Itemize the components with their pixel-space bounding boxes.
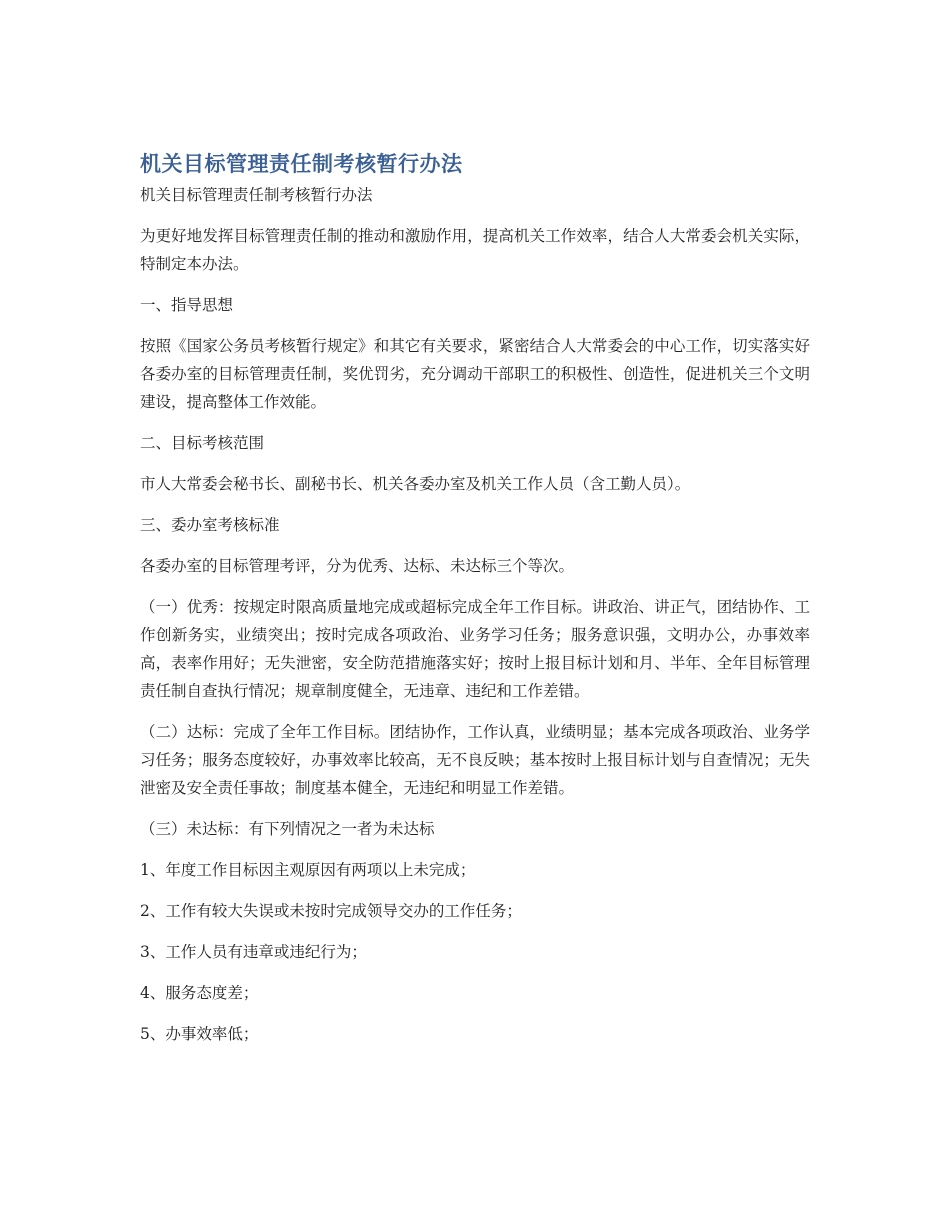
list-item: 1、年度工作目标因主观原因有两项以上未完成； [140, 861, 476, 879]
standards-paragraph: 各委办室的目标管理考评，分为优秀、达标、未达标三个等次。 [140, 557, 575, 575]
document-title: 机关目标管理责任制考核暂行办法 [140, 152, 463, 176]
list-item: 5、办事效率低； [140, 1025, 259, 1043]
list-item: 2、工作有较大失误或未按时完成领导交办的工作任务； [140, 902, 522, 920]
unqualified-heading: （三）未达标：有下列情况之一者为未达标 [140, 820, 435, 838]
qualified-criteria-paragraph: （二）达标：完成了全年工作目标。团结协作，工作认真，业绩明显；基本完成各项政治、业务学习任务；服务态度较好，办事效率比较高，无不良反映；基本按时上报目标计划与自查情况；无失泄密及安全责任事故；制度基本健全，无违纪和明显工作差错。 [140, 723, 810, 797]
section-heading-standards: 三、委办室考核标准 [140, 516, 280, 534]
list-item: 4、服务态度差； [140, 984, 259, 1002]
list-item: 3、工作人员有违章或违纪行为； [140, 943, 367, 961]
document-subtitle: 机关目标管理责任制考核暂行办法 [140, 186, 373, 204]
intro-paragraph: 为更好地发挥目标管理责任制的推动和激励作用，提高机关工作效率，结合人大常委会机关实际，特制定本办法。 [140, 227, 810, 273]
scope-paragraph: 市人大常委会秘书长、副秘书长、机关各委办室及机关工作人员（含工勤人员）。 [140, 475, 691, 493]
excellent-criteria-paragraph: （一）优秀：按规定时限高质量地完成或超标完成全年工作目标。讲政治、讲正气，团结协作、工作创新务实，业绩突出；按时完成各项政治、业务学习任务；服务意识强，文明办公，办事效率高，表率作用好；无失泄密，安全防范措施落实好；按时上报目标计划和月、半年、全年目标管理责任制自查执行情况；规章制度健全，无违章、违纪和工作差错。 [140, 598, 810, 700]
document-page [140, 148, 810, 1048]
section-heading-guiding-thought: 一、指导思想 [140, 296, 234, 314]
section-heading-scope: 二、目标考核范围 [140, 434, 265, 452]
guiding-thought-paragraph: 按照《国家公务员考核暂行规定》和其它有关要求，紧密结合人大常委会的中心工作，切实落实好各委办室的目标管理责任制，奖优罚劣，充分调动干部职工的积极性、创造性，促进机关三个文明建设，提高整体工作效能。 [140, 337, 810, 411]
